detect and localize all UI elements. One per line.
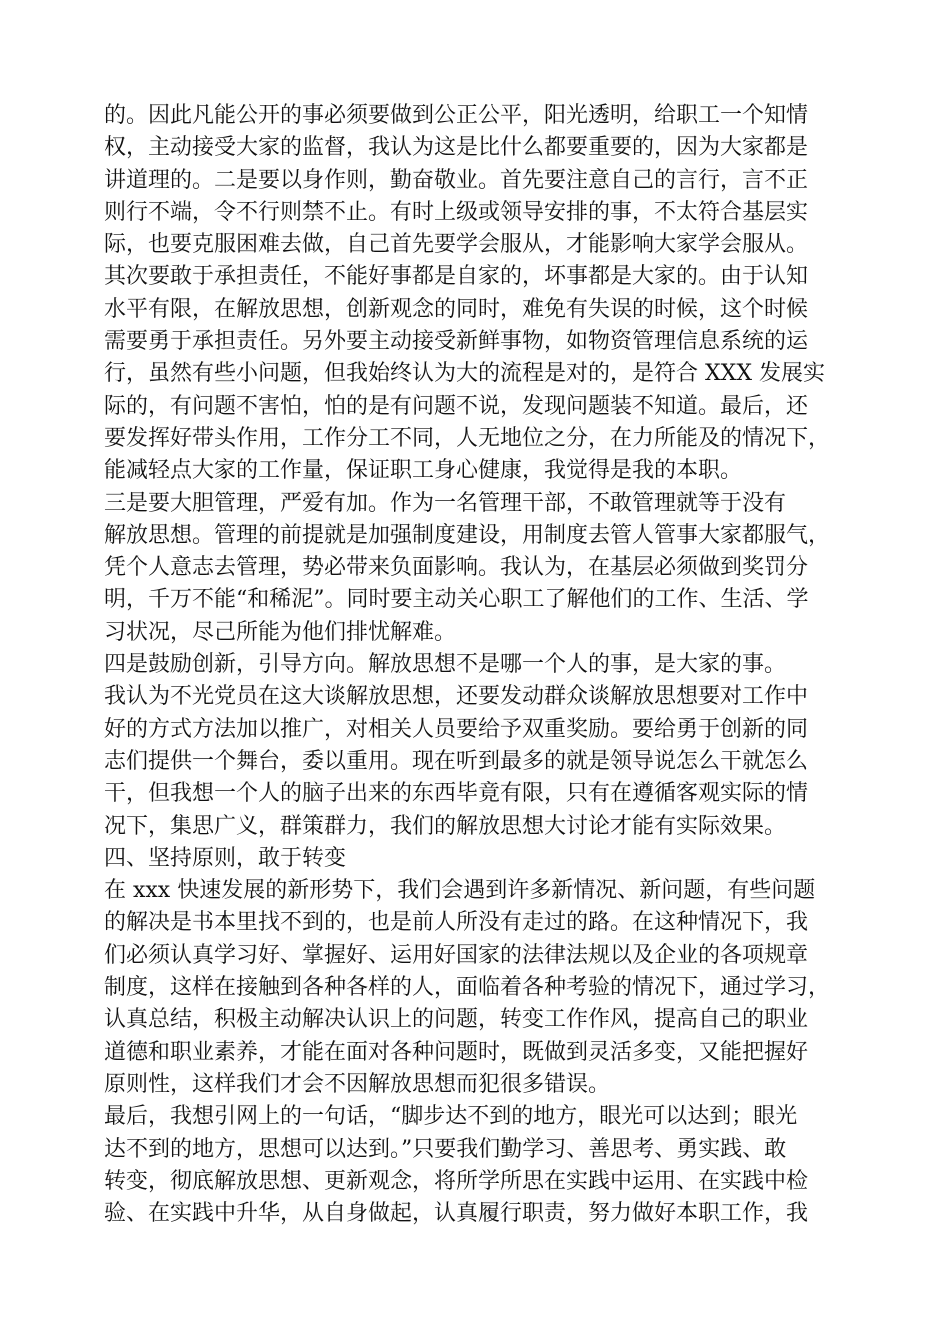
text-line: 干，但我想一个人的脑子出来的东西毕竟有限，只有在遵循客观实际的情: [104, 781, 809, 807]
text-line: 达不到的地方，思想可以达到。”只要我们勤学习、善思考、勇实践、敢: [104, 1136, 787, 1162]
text-line: 道德和职业素养，才能在面对各种问题时，既做到灵活多变，又能把握好: [104, 1039, 809, 1065]
text-line: 凭个人意志去管理，势必带来负面影响。我认为，在基层必须做到奖罚分: [104, 555, 809, 581]
text-line: 能减轻点大家的工作量，保证职工身心健康，我觉得是我的本职。: [104, 458, 743, 484]
text-line: 明，千万不能“和稀泥”。同时要主动关心职工了解他们的工作、生活、学: [104, 587, 809, 613]
text-line: 原则性，这样我们才会不因解放思想而犯很多错误。: [104, 1071, 611, 1097]
text-line: 况下，集思广义，群策群力，我们的解放思想大讨论才能有实际效果。: [104, 813, 787, 839]
text-line: 际，也要克服困难去做，自己首先要学会服从，才能影响大家学会服从。: [104, 232, 809, 258]
text-line: 志们提供一个舞台，委以重用。现在听到最多的就是领导说怎么干就怎么: [104, 748, 809, 774]
text-line: 习状况，尽己所能为他们排忧解难。: [104, 619, 457, 645]
text-line: 制度，这样在接触到各种各样的人，面临着各种考验的情况下，通过学习，: [104, 975, 831, 1001]
text-line: 最后，我想引网上的一句话，“脚步达不到的地方，眼光可以达到；眼光: [104, 1104, 798, 1130]
text-line: 三是要大胆管理，严爱有加。作为一名管理干部，不敢管理就等于没有: [104, 490, 787, 516]
text-line: 际的，有问题不害怕，怕的是有问题不说，发现问题装不知道。最后，还: [104, 393, 809, 419]
text-line: 解放思想。管理的前提就是加强制度建设，用制度去管人管事大家都服气，: [104, 522, 831, 548]
text-line: 四是鼓励创新，引导方向。解放思想不是哪一个人的事，是大家的事。: [104, 652, 787, 678]
text-line: 四、坚持原则，敢于转变: [104, 845, 347, 871]
text-line: 需要勇于承担责任。另外要主动接受新鲜事物，如物资管理信息系统的运: [104, 329, 809, 355]
text-line: 转变，彻底解放思想、更新观念，将所学所思在实践中运用、在实践中检: [104, 1168, 809, 1194]
text-line: 则行不端，令不行则禁不止。有时上级或领导安排的事，不太符合基层实: [104, 199, 809, 225]
text-line: 权，主动接受大家的监督，我认为这是比什么都要重要的，因为大家都是: [104, 135, 809, 161]
text-line: 讲道理的。二是要以身作则，勤奋敬业。首先要注意自己的言行，言不正: [104, 167, 809, 193]
text-line: 们必须认真学习好、掌握好、运用好国家的法律法规以及企业的各项规章: [104, 942, 809, 968]
text-line: 在 xxx 快速发展的新形势下，我们会遇到许多新情况、新问题，有些问题: [104, 878, 816, 904]
text-line: 我认为不光党员在这大谈解放思想，还要发动群众谈解放思想要对工作中: [104, 684, 809, 710]
text-line: 认真总结，积极主动解决认识上的问题，转变工作作风，提高自己的职业: [104, 1007, 809, 1033]
text-line: 的。因此凡能公开的事必须要做到公正公平，阳光透明，给职工一个知情: [104, 103, 809, 128]
text-line: 好的方式方法加以推广，对相关人员要给予双重奖励。要给勇于创新的同: [104, 716, 809, 742]
text-line: 水平有限，在解放思想，创新观念的同时，难免有失误的时候，这个时候: [104, 296, 809, 322]
text-line: 验、在实践中升华，从自身做起，认真履行职责，努力做好本职工作，我: [104, 1201, 809, 1227]
text-line: 其次要敢于承担责任，不能好事都是自家的，坏事都是大家的。由于认知: [104, 264, 809, 290]
text-line: 行，虽然有些小问题，但我始终认为大的流程是对的，是符合 XXX 发展实: [104, 361, 825, 387]
text-line: 的解决是书本里找不到的，也是前人所没有走过的路。在这种情况下，我: [104, 910, 809, 936]
body-text: [104, 100, 864, 1230]
text-line: 要发挥好带头作用，工作分工不同，人无地位之分，在力所能及的情况下，: [104, 425, 831, 451]
